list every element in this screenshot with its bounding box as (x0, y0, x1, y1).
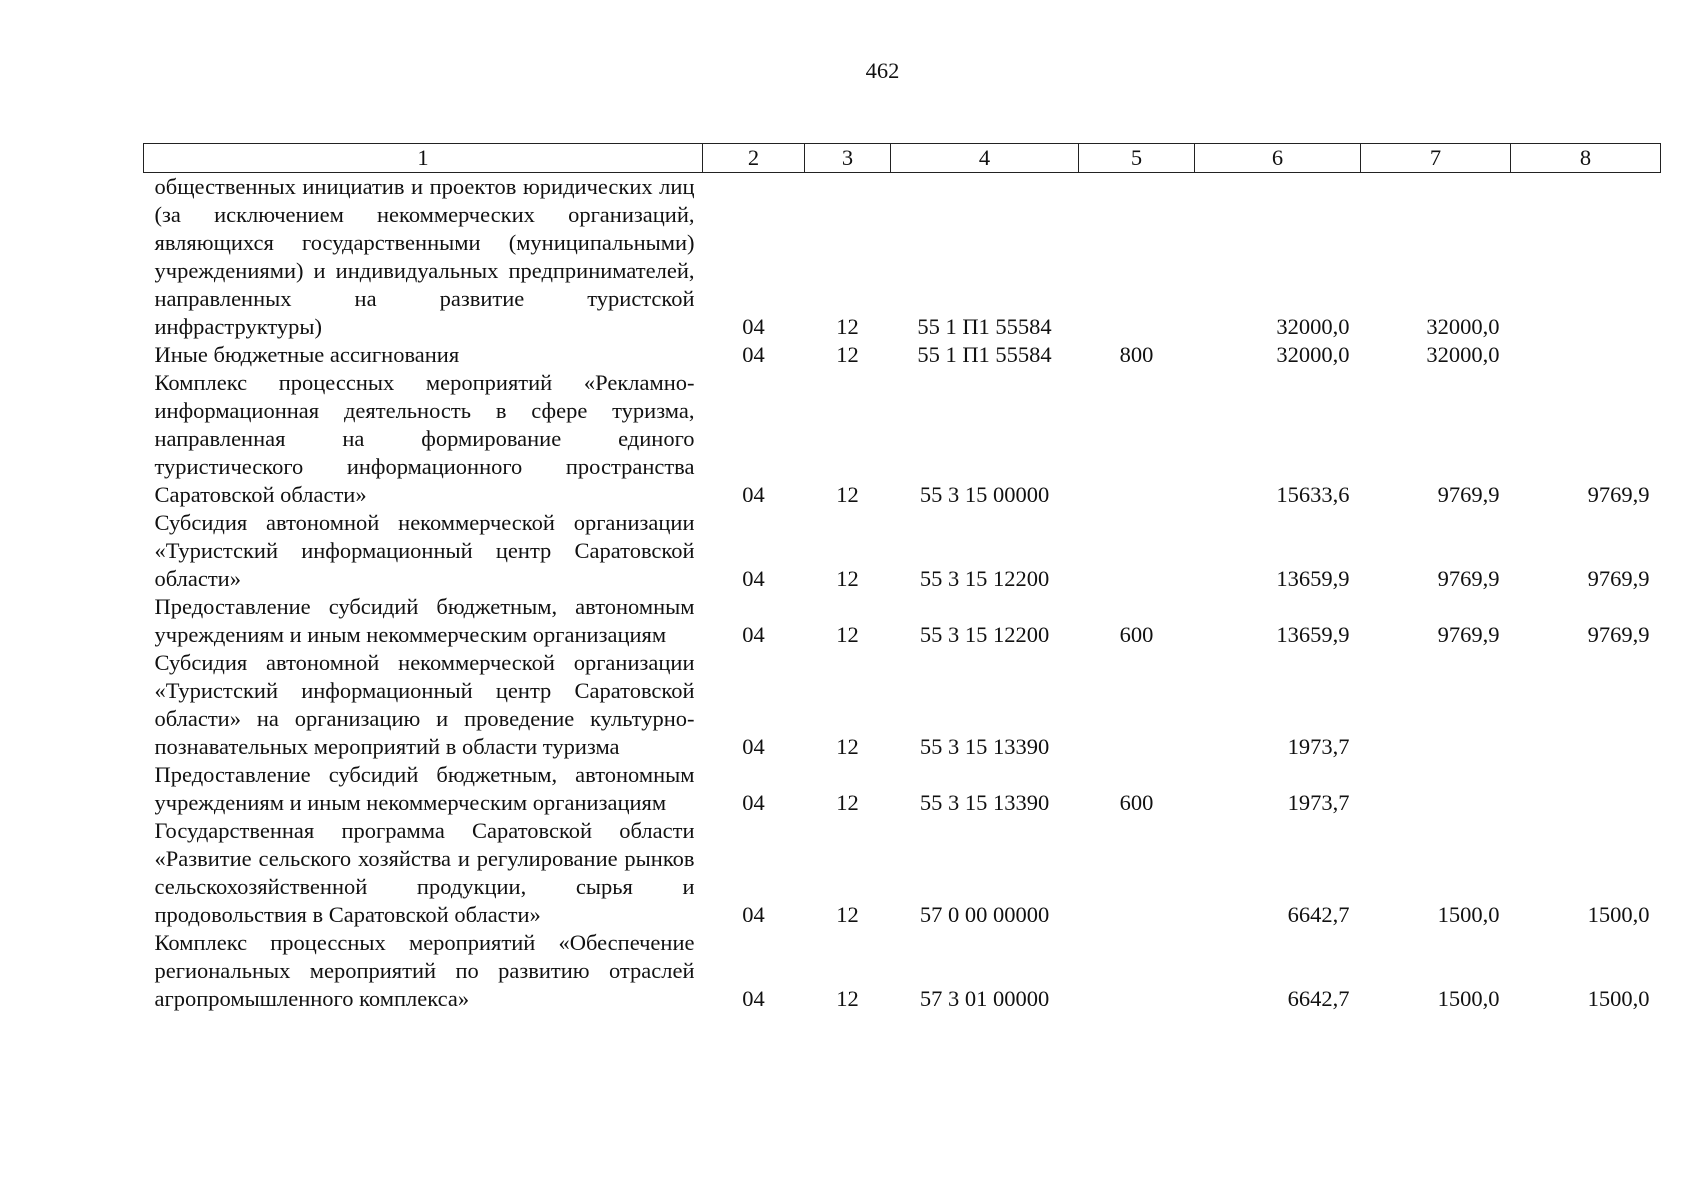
row-target-code: 55 3 15 13390 (919, 734, 1050, 759)
row-target-code: 55 1 П1 55584 (917, 342, 1052, 367)
row-expense-type (1079, 369, 1195, 509)
row-amount-7: 1500,0 (1437, 986, 1500, 1011)
header-row (144, 144, 1661, 173)
table-row (144, 929, 1661, 1013)
header-col-3: 3 (805, 144, 891, 173)
row-amount-7: 32000,0 (1426, 342, 1500, 367)
row-name (144, 509, 703, 593)
row-expense-type: 800 (1119, 342, 1154, 367)
row-amount-7 (1361, 761, 1511, 817)
row-target-code: 55 3 15 13390 (919, 790, 1050, 815)
row-amount-6: 32000,0 (1276, 314, 1350, 339)
row-amount-6: 13659,9 (1276, 622, 1350, 647)
table-row (144, 369, 1661, 509)
row-amount-7: 1500,0 (1437, 902, 1500, 927)
header-col-4: 4 (891, 144, 1079, 173)
row-subsection: 12 (836, 790, 859, 815)
row-subsection: 12 (836, 734, 859, 759)
header-col-1: 1 (144, 144, 703, 173)
row-target-code: 57 3 01 00000 (919, 986, 1050, 1011)
row-name (144, 341, 703, 369)
row-section: 04 (742, 790, 765, 815)
row-amount-6: 6642,7 (1287, 902, 1350, 927)
row-amount-8: 9769,9 (1587, 622, 1650, 647)
row-expense-type: 600 (1119, 622, 1154, 647)
row-amount-8 (1511, 761, 1661, 817)
header-col-8: 8 (1511, 144, 1661, 173)
row-amount-8: 1500,0 (1587, 986, 1650, 1011)
header-col-5: 5 (1079, 144, 1195, 173)
table-row (144, 817, 1661, 929)
row-section: 04 (742, 734, 765, 759)
row-name-text: Субсидия автономной некоммерческой организации «Туристский информационный центр Саратовской области» (154, 510, 695, 591)
table-row (144, 341, 1661, 369)
budget-table (143, 143, 1661, 1013)
row-amount-8: 9769,9 (1587, 482, 1650, 507)
row-subsection: 12 (836, 314, 859, 339)
row-target-code: 55 3 15 12200 (919, 622, 1050, 647)
row-name (144, 173, 703, 342)
row-name (144, 649, 703, 761)
row-target-code: 55 3 15 00000 (919, 482, 1050, 507)
row-subsection: 12 (836, 342, 859, 367)
row-section: 04 (742, 622, 765, 647)
row-name-text: Субсидия автономной некоммерческой организации «Туристский информационный центр Саратовской области» на организацию и проведение культурно-познавательных мероприятий в области туризма (154, 650, 695, 759)
row-target-code: 57 0 00 00000 (919, 902, 1050, 927)
row-name (144, 593, 703, 649)
header-col-6: 6 (1195, 144, 1361, 173)
header-col-7: 7 (1361, 144, 1511, 173)
row-amount-7: 32000,0 (1426, 314, 1500, 339)
row-subsection: 12 (836, 622, 859, 647)
row-name-text: Иные бюджетные ассигнования (154, 342, 460, 367)
row-expense-type (1079, 509, 1195, 593)
row-amount-6: 32000,0 (1276, 342, 1350, 367)
row-expense-type (1079, 649, 1195, 761)
row-target-code: 55 3 15 12200 (919, 566, 1050, 591)
row-name-text: Государственная программа Саратовской области «Развитие сельского хозяйства и регулирование рынков сельскохозяйственной продукции, сырья и продовольствия в Саратовской области» (154, 818, 695, 927)
row-name (144, 929, 703, 1013)
row-amount-8 (1511, 341, 1661, 369)
table-row (144, 593, 1661, 649)
row-subsection: 12 (836, 986, 859, 1011)
row-name (144, 369, 703, 509)
row-expense-type (1079, 173, 1195, 342)
row-amount-8: 9769,9 (1587, 566, 1650, 591)
table-row (144, 649, 1661, 761)
row-amount-8 (1511, 173, 1661, 342)
row-name-text: Предоставление субсидий бюджетным, автономным учреждениям и иным некоммерческим организациям (154, 762, 695, 815)
row-amount-6: 6642,7 (1287, 986, 1350, 1011)
row-amount-6: 1973,7 (1287, 734, 1350, 759)
table-row (144, 509, 1661, 593)
row-section: 04 (742, 314, 765, 339)
row-subsection: 12 (836, 566, 859, 591)
row-section: 04 (742, 482, 765, 507)
row-amount-7: 9769,9 (1437, 482, 1500, 507)
row-section: 04 (742, 986, 765, 1011)
row-name-text: Комплекс процессных мероприятий «Обеспечение региональных мероприятий по развитию отраслей агропромышленного комплекса» (154, 930, 695, 1011)
row-amount-6: 1973,7 (1287, 790, 1350, 815)
row-section: 04 (742, 342, 765, 367)
row-amount-8: 1500,0 (1587, 902, 1650, 927)
row-amount-6: 13659,9 (1276, 566, 1350, 591)
row-name-text: общественных инициатив и проектов юридических лиц (за исключением некоммерческих организаций, являющихся государственными (муниципальными) учреждениями) и индивидуальных предпринимателей, направленных на развитие туристской инфраструктуры) (154, 174, 695, 339)
row-expense-type: 600 (1119, 790, 1154, 815)
row-subsection: 12 (836, 482, 859, 507)
row-expense-type (1079, 817, 1195, 929)
page-number: 462 (865, 58, 900, 83)
row-amount-6: 15633,6 (1276, 482, 1350, 507)
table-header (144, 144, 1661, 173)
row-expense-type (1079, 929, 1195, 1013)
row-name-text: Комплекс процессных мероприятий «Рекламно-информационная деятельность в сфере туризма, направленная на формирование единого туристического информационного пространства Саратовской области» (154, 370, 695, 507)
row-subsection: 12 (836, 902, 859, 927)
row-amount-8 (1511, 649, 1661, 761)
row-target-code: 55 1 П1 55584 (917, 314, 1052, 339)
row-amount-7: 9769,9 (1437, 622, 1500, 647)
row-name (144, 761, 703, 817)
row-amount-7 (1361, 649, 1511, 761)
row-section: 04 (742, 902, 765, 927)
row-name-text: Предоставление субсидий бюджетным, автономным учреждениям и иным некоммерческим организациям (154, 594, 695, 647)
row-amount-7: 9769,9 (1437, 566, 1500, 591)
table-row (144, 761, 1661, 817)
table-body (144, 173, 1661, 1014)
row-name (144, 817, 703, 929)
table-row (144, 173, 1661, 342)
row-section: 04 (742, 566, 765, 591)
header-col-2: 2 (703, 144, 805, 173)
